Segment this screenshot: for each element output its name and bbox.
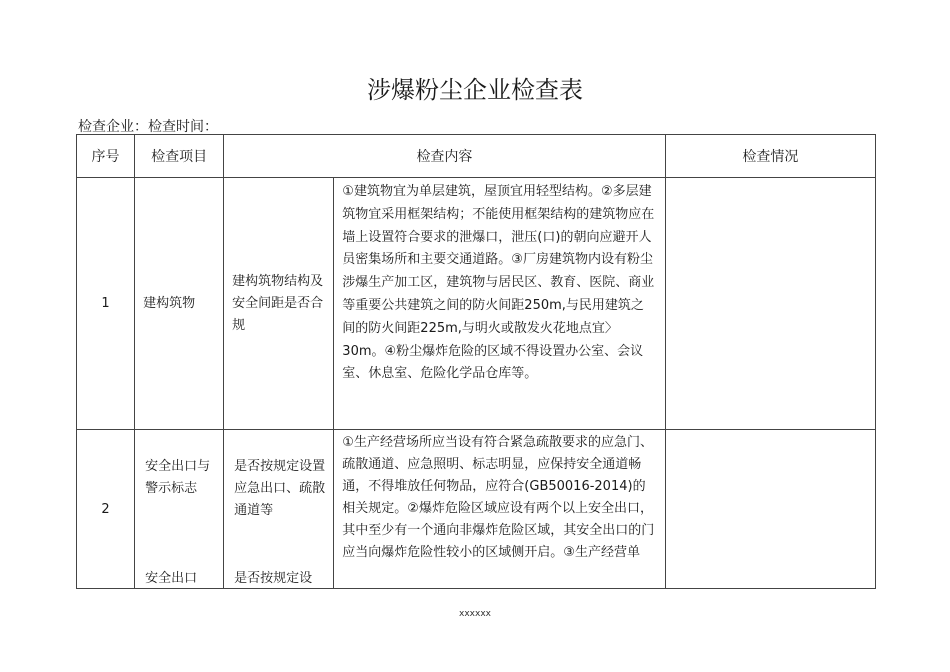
- row-check-item: 建构筑物: [135, 178, 224, 430]
- row-check-question-cell: [224, 430, 334, 589]
- header-check-content: 检查内容: [224, 135, 666, 178]
- inspection-meta-line: 检查企业：检查时间：: [78, 119, 218, 135]
- row-check-item-continued: 安全出口: [145, 571, 198, 586]
- header-serial-no: 序号: [77, 135, 135, 178]
- header-check-status: 检查情况: [665, 135, 875, 178]
- row-check-question: 建构筑物结构及安全间距是否合规: [224, 178, 334, 430]
- table-row: [77, 430, 876, 589]
- row-serial-no: 1: [77, 178, 135, 430]
- row-check-question-continued: 是否按规定设: [234, 571, 313, 586]
- row-check-content: ①生产经营场所应当设有符合紧急疏散要求的应急门、疏散通道、应急照明、标志明显，应保持安全通道畅通，不得堆放任何物品，应符合(GB50016-2014)的相关规定。②爆炸危险区域应设有两个以上安全出口，其中至少有一个通向非爆炸危险区域，其安全出口的门应当向爆炸危险性较小的区域侧开启。③生产经营单: [334, 430, 665, 589]
- row-serial-no: 2: [77, 430, 135, 589]
- row-check-item: 安全出口与警示标志: [145, 459, 211, 496]
- row-check-content: ①建筑物宜为单层建筑，屋顶宜用轻型结构。②多层建筑物宜采用框架结构；不能使用框架结构的建筑物应在墙上设置符合要求的泄爆口，泄压(口)的朝向应避开人员密集场所和主要交通道路。③厂房建筑物内设有粉尘涉爆生产加工区，建筑物与居民区、教育、医院、商业等重要公共建筑之间的防火间距250m,与民用建筑之间的防火间距225m,与明火或散发火花地点宜〉30m。④粉尘爆炸危险的区域不得设置办公室、会议室、休息室、危险化学品仓库等。: [334, 178, 665, 430]
- document-title: 涉爆粉尘企业检查表: [367, 76, 583, 104]
- page-footer: xxxxxx: [459, 609, 491, 619]
- table-header-row: [77, 135, 876, 178]
- inspection-table: [76, 134, 876, 589]
- table-row: [77, 178, 876, 430]
- row-check-question: 是否按规定设置应急出口、疏散通道等: [234, 459, 326, 518]
- row-check-status: [665, 178, 875, 430]
- row-check-status: [665, 430, 875, 589]
- header-check-item: 检查项目: [135, 135, 224, 178]
- row-check-item-cell: [135, 430, 224, 589]
